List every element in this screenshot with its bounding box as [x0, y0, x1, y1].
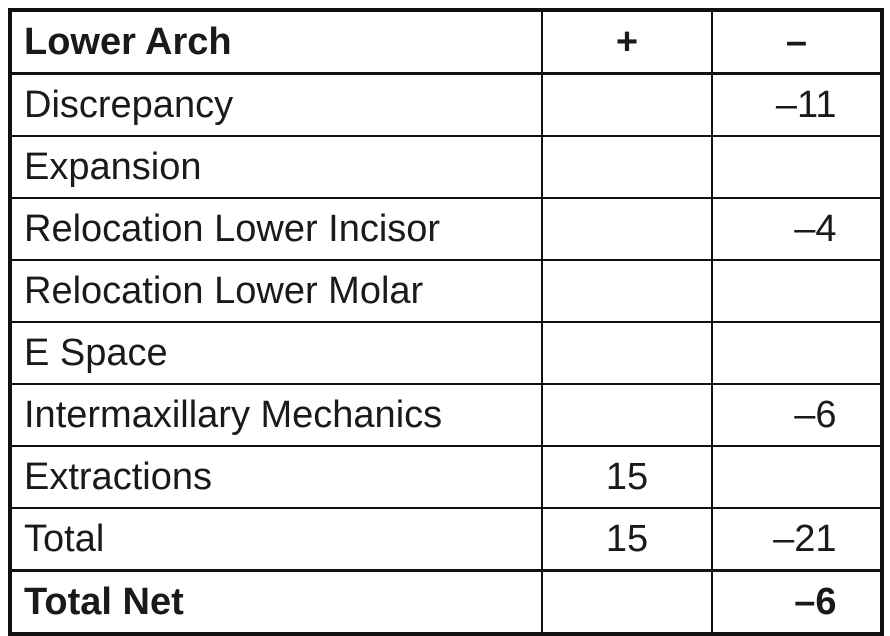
table-row	[10, 446, 882, 508]
row-label-cell: E Space	[10, 322, 542, 384]
row-minus-cell	[712, 260, 882, 322]
table-row	[10, 260, 882, 322]
table-row	[10, 384, 882, 446]
table-row	[10, 322, 882, 384]
row-label-cell: Discrepancy	[10, 74, 542, 137]
row-minus-cell	[712, 322, 882, 384]
row-plus-cell	[542, 384, 712, 446]
row-minus-value: –6	[794, 394, 837, 436]
row-plus-cell	[542, 198, 712, 260]
table-row	[10, 74, 882, 137]
row-minus-cell	[712, 74, 882, 137]
total-net-minus-value: –6	[794, 581, 837, 623]
row-label-cell: Relocation Lower Molar	[10, 260, 542, 322]
row-plus-cell: 15	[542, 508, 712, 571]
total-net-label-cell: Total Net	[10, 571, 542, 635]
row-plus-cell: 15	[542, 446, 712, 508]
row-plus-cell	[542, 260, 712, 322]
row-label-cell: Total	[10, 508, 542, 571]
table-row	[10, 198, 882, 260]
table-header-row	[10, 10, 882, 74]
row-minus-cell	[712, 198, 882, 260]
space-analysis-table	[8, 8, 884, 636]
row-label-cell: Expansion	[10, 136, 542, 198]
row-minus-value: –4	[794, 208, 837, 250]
row-label-cell: Extractions	[10, 446, 542, 508]
row-minus-cell	[712, 508, 882, 571]
row-plus-cell	[542, 322, 712, 384]
total-net-minus-cell	[712, 571, 882, 635]
row-plus-cell	[542, 136, 712, 198]
header-label-cell: Lower Arch	[10, 10, 542, 74]
row-label-cell: Relocation Lower Incisor	[10, 198, 542, 260]
header-plus-cell: +	[542, 10, 712, 74]
header-minus-cell: –	[712, 10, 882, 74]
table-total-net-row	[10, 571, 882, 635]
row-minus-value: –11	[775, 84, 837, 126]
table-row	[10, 508, 882, 571]
row-label-cell: Intermaxillary Mechanics	[10, 384, 542, 446]
table-row	[10, 136, 882, 198]
row-minus-value: –21	[773, 518, 837, 560]
row-minus-cell	[712, 136, 882, 198]
total-net-plus-cell	[542, 571, 712, 635]
row-minus-cell	[712, 384, 882, 446]
row-plus-cell	[542, 74, 712, 137]
row-minus-cell	[712, 446, 882, 508]
